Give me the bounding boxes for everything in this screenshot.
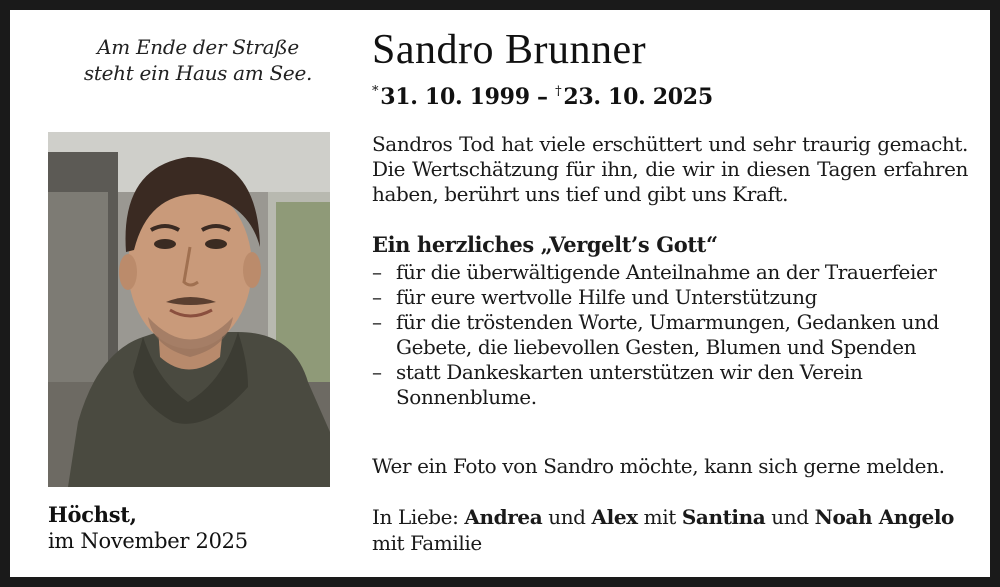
portrait-photo: [48, 132, 330, 487]
conjunction: und: [542, 505, 592, 529]
death-symbol: †: [555, 84, 562, 99]
signoff-prefix: In Liebe:: [372, 505, 465, 529]
thanks-heading: Ein herzliches „Vergelt’s Gott“: [372, 232, 718, 257]
mourner-name: Alex: [591, 505, 638, 529]
life-dates: [372, 78, 713, 111]
list-item: – statt Dankeskarten unterstützen wir den Verein Sonnenblume.: [372, 360, 968, 410]
conjunction: mit: [637, 505, 682, 529]
signoff: [372, 504, 968, 556]
deceased-name: Sandro Brunner: [372, 27, 647, 73]
death-date: 23. 10. 2025: [563, 84, 713, 110]
announcement-date: im November 2025: [48, 529, 248, 553]
intro-paragraph: Sandros Tod hat viele erschüttert und sehr traurig gemacht. Die Wertschätzung für ihn, die wir in diesen Tagen erfahren haben, berührt uns tief und gibt uns Kraft.: [372, 132, 968, 206]
quote-line-1: Am Ende der Straße: [97, 35, 299, 59]
list-item: – für die überwältigende Anteilnahme an der Trauerfeier: [372, 260, 968, 285]
place-and-date: [48, 502, 248, 554]
obituary-card: [10, 10, 990, 577]
list-item: – für die tröstenden Worte, Umarmungen, Gedanken und Gebete, die liebevollen Gesten, Blumen und Spenden: [372, 310, 968, 360]
location: Höchst,: [48, 502, 137, 527]
signoff-suffix: mit Familie: [372, 531, 482, 555]
thanks-list: [372, 260, 968, 410]
quote-line-2: steht ein Haus am See.: [83, 61, 313, 85]
mourner-name: Andrea: [464, 505, 543, 529]
date-separator: –: [529, 84, 556, 110]
mourner-name: Noah Angelo: [814, 505, 954, 529]
birth-date: 31. 10. 1999: [380, 84, 530, 110]
birth-symbol: *: [372, 84, 379, 99]
quote: [58, 34, 338, 86]
conjunction: und: [765, 505, 815, 529]
mourner-name: Santina: [681, 505, 766, 529]
list-item: – für eure wertvolle Hilfe und Unterstützung: [372, 285, 968, 310]
photo-note: Wer ein Foto von Sandro möchte, kann sich gerne melden.: [372, 454, 945, 478]
